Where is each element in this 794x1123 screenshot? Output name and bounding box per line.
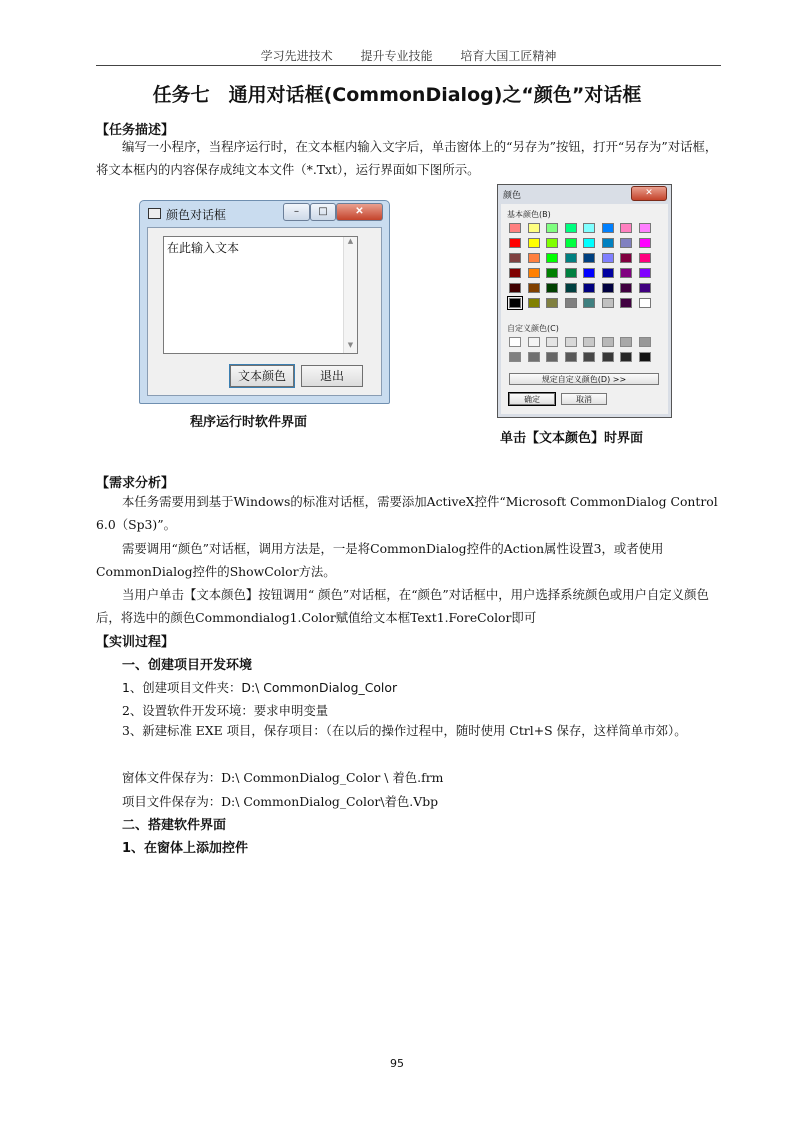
custom-color-swatch[interactable] (509, 337, 521, 347)
custom-color-swatch[interactable] (546, 352, 558, 362)
custom-color-swatch[interactable] (602, 337, 614, 347)
cancel-button[interactable]: 取消 (561, 393, 607, 405)
program-window-client (147, 227, 382, 396)
custom-color-swatch[interactable] (528, 352, 540, 362)
basic-color-swatch[interactable] (620, 253, 632, 263)
step-1-line-4: 窗体文件保存为：D:\ CommonDialog_Color \ 着色.frm (122, 770, 444, 785)
basic-color-swatch[interactable] (583, 283, 595, 293)
basic-colors-label: 基本颜色(B) (507, 210, 551, 219)
custom-color-swatch[interactable] (528, 337, 540, 347)
custom-color-swatch[interactable] (583, 337, 595, 347)
basic-color-swatch[interactable] (509, 238, 521, 248)
exit-button[interactable]: 退出 (301, 365, 363, 387)
basic-color-swatch[interactable] (583, 223, 595, 233)
page-header (96, 47, 721, 66)
basic-color-swatch[interactable] (546, 238, 558, 248)
text-color-button[interactable]: 文本颜色 (230, 365, 294, 387)
task-desc-heading: 【任务描述】 (96, 123, 175, 138)
custom-color-swatch[interactable] (565, 352, 577, 362)
step-1-line-5: 项目文件保存为：D:\ CommonDialog_Color\着色.Vbp (122, 794, 439, 809)
basic-color-swatch[interactable] (528, 283, 540, 293)
basic-color-swatch[interactable] (620, 283, 632, 293)
text-input-content: 在此输入文本 (167, 241, 240, 255)
header-item-3: 培育大国工匠精神 (460, 49, 557, 63)
basic-color-swatch[interactable] (546, 268, 558, 278)
basic-color-swatch[interactable] (639, 253, 651, 263)
custom-colors-label: 自定义颜色(C) (507, 324, 559, 333)
custom-color-swatch[interactable] (509, 352, 521, 362)
maximize-icon[interactable]: □ (310, 203, 336, 221)
basic-color-swatch[interactable] (639, 283, 651, 293)
basic-color-swatch[interactable] (565, 253, 577, 263)
analysis-paragraph-3: 当用户单击【文本颜色】按钮调用“ 颜色”对话框，在“颜色”对话框中，用户选择系统颜色或用户自定义颜色后，将选中的颜色Commondialog1.Color赋值给文本框Text1.ForeColor即可 (96, 587, 709, 625)
basic-color-swatch[interactable] (602, 283, 614, 293)
step-2-subtitle: 1、在窗体上添加控件 (122, 841, 249, 856)
basic-color-swatch[interactable] (565, 238, 577, 248)
analysis-paragraph-1: 本任务需要用到基于Windows的标准对话框，需要添加ActiveX控件“Microsoft CommonDialog Control 6.0（Sp3)”。 (96, 494, 718, 532)
basic-color-swatch[interactable] (639, 298, 651, 308)
basic-color-swatch[interactable] (565, 298, 577, 308)
basic-color-swatch[interactable] (546, 253, 558, 263)
program-window-titlebar (140, 201, 389, 225)
minimize-icon[interactable]: – (283, 203, 310, 221)
basic-color-swatch[interactable] (509, 298, 521, 308)
basic-color-swatch[interactable] (639, 268, 651, 278)
basic-color-swatch[interactable] (546, 298, 558, 308)
step-1-line-3: 3、新建标准 EXE 项目，保存项目：（在以后的操作过程中，随时使用 Ctrl+S 保存，这样简单市郊）。 (122, 723, 687, 738)
basic-color-swatch[interactable] (528, 223, 540, 233)
scroll-down-icon[interactable]: ▼ (347, 341, 354, 349)
basic-color-swatch[interactable] (620, 223, 632, 233)
define-custom-colors-button[interactable]: 规定自定义颜色(D) >> (509, 373, 659, 385)
step-2-title: 二、搭建软件界面 (122, 818, 227, 833)
basic-color-swatch[interactable] (620, 298, 632, 308)
custom-color-swatch[interactable] (602, 352, 614, 362)
custom-color-swatch[interactable] (639, 337, 651, 347)
basic-color-swatch[interactable] (583, 253, 595, 263)
header-item-1: 学习先进技术 (260, 49, 333, 63)
basic-color-swatch[interactable] (639, 223, 651, 233)
figure-left-caption: 程序运行时软件界面 (190, 415, 308, 430)
basic-color-swatch[interactable] (509, 223, 521, 233)
custom-color-swatch[interactable] (546, 337, 558, 347)
basic-color-swatch[interactable] (565, 283, 577, 293)
ok-button[interactable]: 确定 (509, 393, 555, 405)
text-input[interactable] (163, 236, 358, 354)
basic-color-swatch[interactable] (528, 238, 540, 248)
analysis-paragraph-2: 需要调用“颜色”对话框，调用方法是，一是将CommonDialog控件的Action属性设置3，或者使用CommonDialog控件的ShowColor方法。 (96, 541, 664, 579)
basic-color-swatch[interactable] (509, 253, 521, 263)
scroll-up-icon[interactable]: ▲ (347, 237, 354, 245)
task-desc-paragraph: 编写一小程序，当程序运行时，在文本框内输入文字后，单击窗体上的“另存为”按钮，打开“另存为”对话框，将文本框内的内容保存成纯文本文件（*.Txt），运行界面如下图所示。 (96, 139, 718, 177)
analysis-heading: 【需求分析】 (96, 476, 175, 491)
basic-color-swatch[interactable] (620, 238, 632, 248)
color-dialog (497, 184, 672, 418)
basic-color-swatch[interactable] (602, 238, 614, 248)
color-dialog-title: 颜色 (503, 191, 522, 201)
basic-color-swatch[interactable] (509, 283, 521, 293)
step-1-line-1: 1、创建项目文件夹：D:\ CommonDialog_Color (122, 680, 398, 695)
basic-color-swatch[interactable] (602, 298, 614, 308)
basic-color-swatch[interactable] (565, 223, 577, 233)
color-dialog-client (501, 204, 668, 414)
basic-color-swatch[interactable] (528, 253, 540, 263)
custom-color-swatch[interactable] (583, 352, 595, 362)
basic-color-swatch[interactable] (602, 223, 614, 233)
basic-color-swatch[interactable] (528, 268, 540, 278)
basic-color-swatch[interactable] (602, 253, 614, 263)
step-1-title: 一、创建项目开发环境 (122, 658, 253, 673)
custom-color-swatch[interactable] (565, 337, 577, 347)
program-window (139, 200, 390, 404)
basic-color-swatch[interactable] (583, 298, 595, 308)
basic-color-swatch[interactable] (528, 298, 540, 308)
program-window-title: 颜色对话框 (166, 208, 227, 222)
custom-color-swatch[interactable] (620, 337, 632, 347)
basic-color-swatch[interactable] (583, 238, 595, 248)
basic-color-swatch[interactable] (639, 238, 651, 248)
textbox-scrollbar[interactable] (343, 237, 357, 353)
color-dialog-titlebar (498, 185, 671, 203)
page-title: 任务七 通用对话框(CommonDialog)之“颜色”对话框 (152, 84, 642, 106)
figure-right-caption: 单击【文本颜色】时界面 (500, 431, 644, 446)
dialog-close-icon[interactable]: ✕ (631, 186, 667, 201)
page-number: 95 (390, 1057, 404, 1070)
basic-color-swatch[interactable] (565, 268, 577, 278)
window-form-icon (148, 208, 161, 219)
basic-color-swatch[interactable] (509, 268, 521, 278)
basic-color-swatch[interactable] (602, 268, 614, 278)
custom-color-swatch[interactable] (639, 352, 651, 362)
basic-color-swatch[interactable] (546, 283, 558, 293)
process-heading: 【实训过程】 (96, 635, 175, 650)
basic-color-swatch[interactable] (620, 268, 632, 278)
close-icon[interactable]: ✕ (336, 203, 383, 221)
basic-color-swatch[interactable] (583, 268, 595, 278)
basic-color-swatch[interactable] (546, 223, 558, 233)
custom-color-swatch[interactable] (620, 352, 632, 362)
step-1-line-2: 2、设置软件开发环境：要求申明变量 (122, 703, 329, 718)
header-item-2: 提升专业技能 (360, 49, 433, 63)
